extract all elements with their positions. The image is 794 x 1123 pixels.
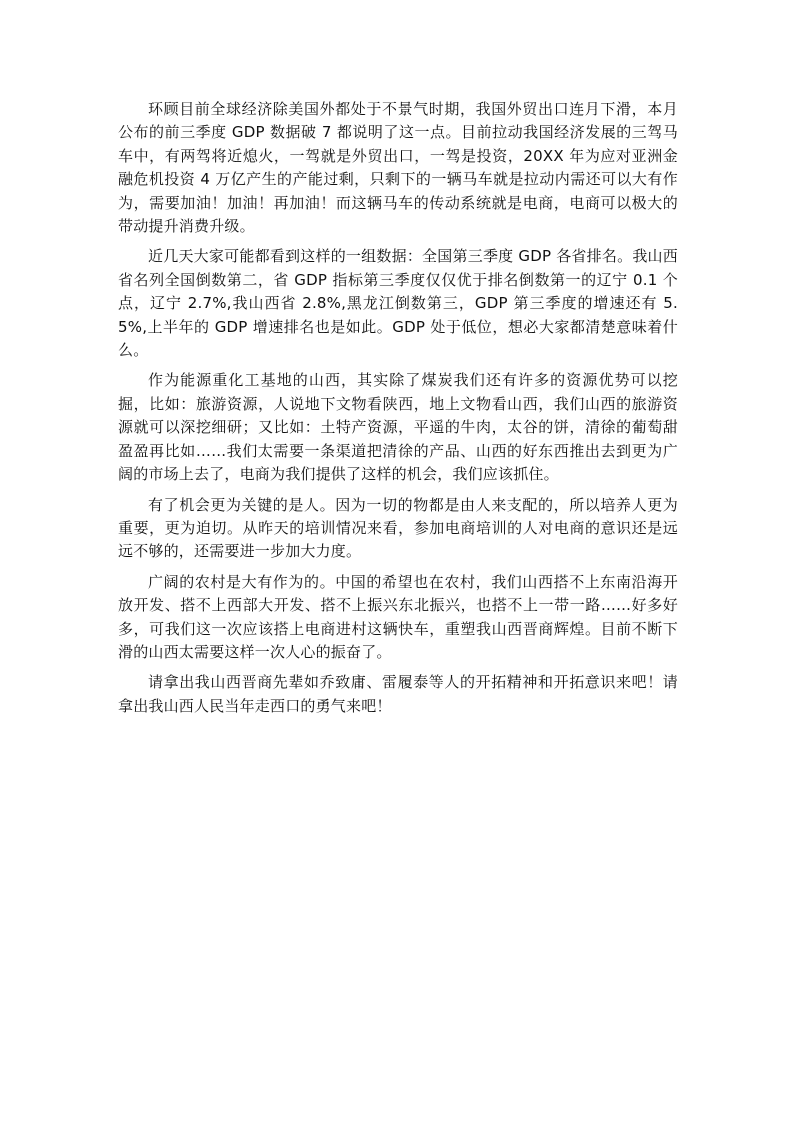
paragraph-3: 作为能源重化工基地的山西，其实除了煤炭我们还有许多的资源优势可以挖掘，比如：旅游资源，人说地下文物看陕西，地上文物看山西，我们山西的旅游资源就可以深挖细研；又比如：土特产资源，平遥的牛肉，太谷的饼，清徐的葡萄甜盈盈再比如……我们太需要一条渠道把清徐的产品、山西的好东西推出去到更为广阔的市场上去了，电商为我们提供了这样的机会，我们应该抓住。: [118, 371, 678, 484]
paragraph-6: 请拿出我山西晋商先辈如乔致庸、雷履泰等人的开拓精神和开拓意识来吧！请拿出我山西人民当年走西口的勇气来吧！: [118, 673, 678, 715]
document-body: [118, 98, 678, 725]
paragraph-1: 环顾目前全球经济除美国外都处于不景气时期，我国外贸出口连月下滑，本月公布的前三季度 GDP 数据破 7 都说明了这一点。目前拉动我国经济发展的三驾马车中，有两驾将近熄火，一驾就是外贸出口，一驾是投资，20XX 年为应对亚洲金融危机投资 4 万亿产生的产能过剩，只剩下的一辆马车就是拉动内需还可以大有作为，需要加油！加油！再加油！而这辆马车的传动系统就是电商，电商可以极大的带动提升消费升级。: [118, 100, 678, 236]
paragraph-5: 广阔的农村是大有作为的。中国的希望也在农村，我们山西搭不上东南沿海开放开发、搭不上西部大开发、搭不上振兴东北振兴，也搭不上一带一路……好多好多，可我们这一次应该搭上电商进村这辆快车，重塑我山西晋商辉煌。目前不断下滑的山西太需要这样一次人心的振奋了。: [118, 572, 678, 661]
paragraph-4: 有了机会更为关键的是人。因为一切的物都是由人来支配的，所以培养人更为重要，更为迫切。从昨天的培训情况来看，参加电商培训的人对电商的意识还是远远不够的，还需要进一步加大力度。: [118, 495, 678, 561]
paragraph-2: 近几天大家可能都看到这样的一组数据：全国第三季度 GDP 各省排名。我山西省名列全国倒数第二，省 GDP 指标第三季度仅仅优于排名倒数第一的辽宁 0.1 个点，辽宁 2.7%,我山西省 2.8%,黑龙江倒数第三，GDP 第三季度的增速还有 5.5%,上半年的 GDP 增速排名也是如此。GDP 处于低位，想必大家都清楚意味着什么。: [118, 247, 678, 360]
